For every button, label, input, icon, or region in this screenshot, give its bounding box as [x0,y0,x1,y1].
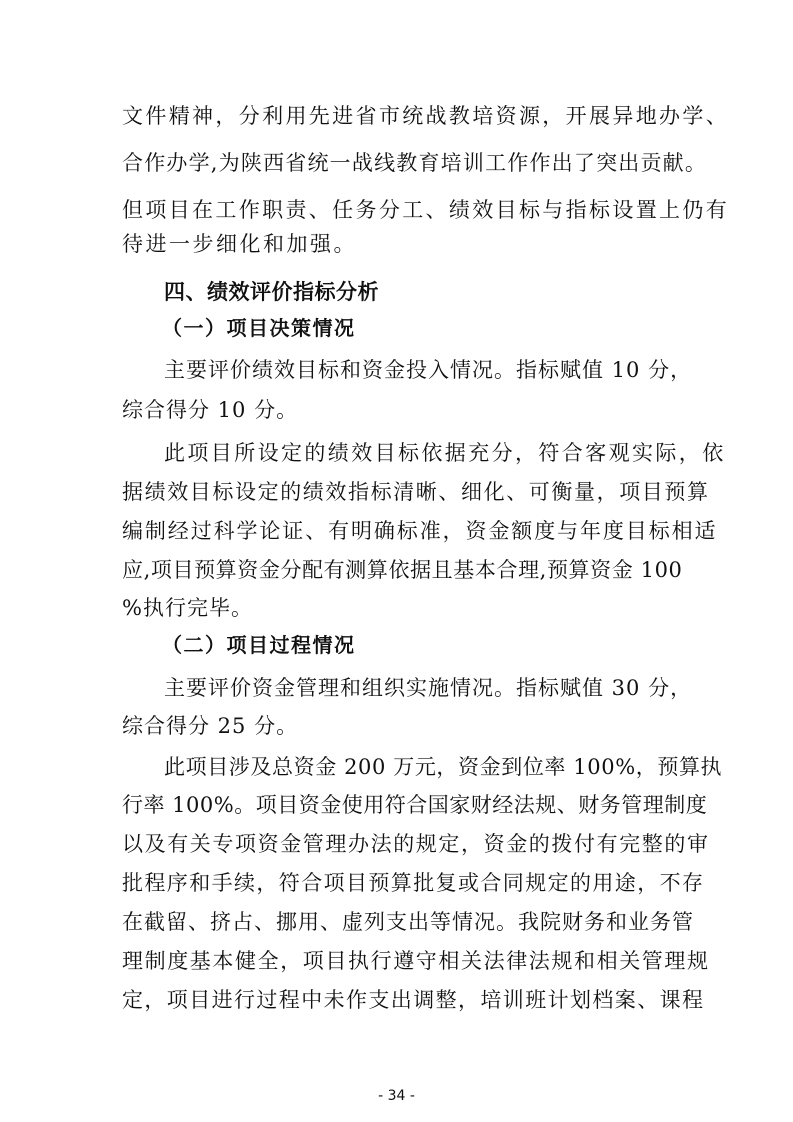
body-text-line: 应,项目预算资金分配有测算依据且基本合理,预算资金 100 [122,558,683,582]
body-text-line: 行率 100%。项目资金使用符合国家财经法规、财务管理制度 [122,793,708,817]
body-text-line: 合作办学,为陕西省统一战线教育培训工作作出了突出贡献。 [122,151,708,175]
body-text-line: 理制度基本健全，项目执行遵守相关法律法规和相关管理规 [122,949,710,973]
body-text-line: %执行完毕。 [122,596,253,620]
subsection-heading-decision: （一）项目决策情况 [162,316,356,340]
section-heading: 四、绩效评价指标分析 [164,280,379,304]
body-text-line: 但项目在工作职责、任务分工、绩效目标与指标设置上仍有 [122,198,730,222]
page-number: - 34 - [378,1088,415,1104]
body-text-line: 主要评价绩效目标和资金投入情况。指标赋值 10 分， [164,358,693,382]
body-text-line: 文件精神，分利用先进省市统战教培资源，开展异地办学、 [122,104,730,128]
body-text-line: 以及有关专项资金管理办法的规定，资金的拨付有完整的审 [122,832,710,856]
body-text-line: 编制经过科学论证、有明确标准，资金额度与年度目标相适 [122,519,718,543]
body-text-line: 综合得分 25 分。 [122,714,299,738]
body-text-line: 批程序和手续，符合项目预算批复或合同规定的用途，不存 [122,871,705,895]
body-text-line: 综合得分 10 分。 [122,398,299,422]
body-text-line: 此项目所设定的绩效目标依据充分，符合客观实际，依 [164,441,726,465]
body-text-line: 主要评价资金管理和组织实施情况。指标赋值 30 分， [164,676,693,700]
body-text-line: 定，项目进行过程中未作支出调整，培训班计划档案、课程 [122,988,705,1012]
body-text-line: 此项目涉及总资金 200 万元，资金到位率 100%，预算执 [164,755,723,779]
body-text-line: 在截留、挤占、挪用、虚列支出等情况。我院财务和业务管 [122,910,694,934]
body-text-line: 待进一步细化和加强。 [122,232,357,256]
subsection-heading-process: （二）项目过程情况 [162,633,356,657]
body-text-line: 据绩效目标设定的绩效指标清晰、细化、可衡量，项目预算 [122,480,710,504]
